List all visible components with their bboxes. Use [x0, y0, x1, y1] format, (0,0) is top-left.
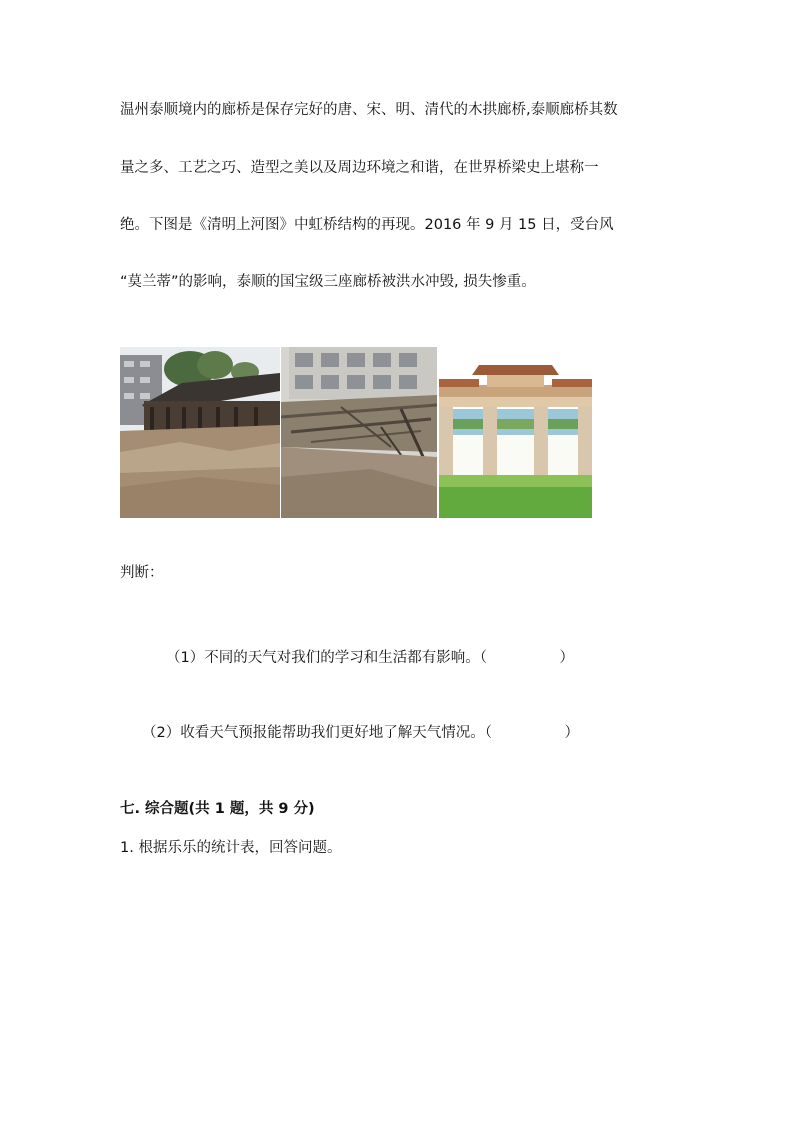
passage-line-3: 绝。下图是《清明上河图》中虹桥结构的再现。2016 年 9 月 15 日，受台风 [120, 217, 614, 233]
section-7-heading: 七. 综合题(共 1 题，共 9 分) [120, 801, 315, 817]
question-1: 1. 根据乐乐的统计表，回答问题。 [120, 840, 342, 856]
judge-item-1: （1）不同的天气对我们的学习和生活都有影响。（ ） [166, 650, 574, 666]
judge-item-2: （2）收看天气预报能帮助我们更好地了解天气情况。（ ） [142, 725, 579, 741]
photo-bridge-debris [281, 347, 437, 518]
passage-line-1: 温州泰顺境内的廊桥是保存完好的唐、宋、明、清代的木拱廊桥,泰顺廊桥其数 [120, 102, 618, 118]
passage-line-2: 量之多、工艺之巧、造型之美以及周边环境之和谐，在世界桥梁史上堪称一 [120, 160, 599, 176]
judge-label: 判断： [120, 565, 164, 581]
passage-line-4: “莫兰蒂”的影响，泰顺的国宝级三座廊桥被洪水冲毁, 损失惨重。 [120, 274, 536, 290]
photo-flooded-bridge [120, 347, 280, 518]
photo-archway-bridge [439, 357, 592, 518]
